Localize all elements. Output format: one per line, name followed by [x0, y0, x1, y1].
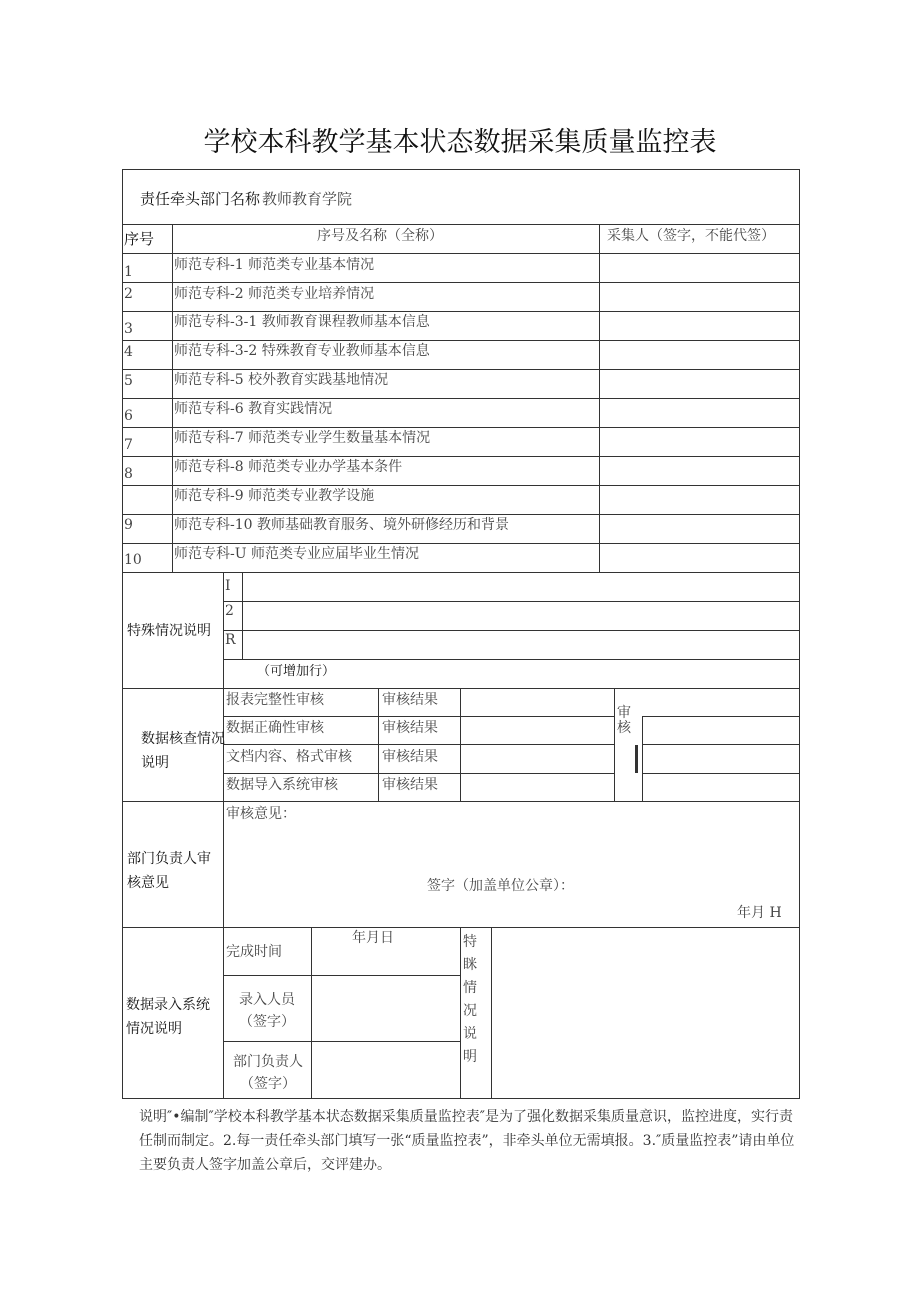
- page-title: 学校本科教学基本状态数据采集质量监控表: [203, 127, 717, 158]
- entry-person-label: 录入人员（签字）: [239, 992, 295, 1030]
- check-label: 数据核查情况说明: [141, 731, 225, 771]
- row-no: 3: [124, 321, 133, 337]
- add-row-note: （可增加行）: [257, 664, 336, 679]
- row-name: 师范专科-9 师范类专业教学设施: [174, 488, 375, 504]
- row-name: 师范专科-3-1 教师教育课程教师基本信息: [174, 314, 430, 330]
- dept-value: 教师教育学院: [262, 190, 353, 208]
- row-no: 5: [124, 373, 133, 389]
- col-header-no: 序号: [124, 230, 155, 248]
- dept-opinion-label: 部门负责人审核意见: [127, 851, 211, 891]
- complete-date: 年月日: [352, 930, 394, 946]
- row-no: 1: [124, 264, 133, 280]
- row-no: 8: [124, 466, 133, 482]
- special-item: 2: [225, 603, 234, 619]
- row-no: 2: [124, 286, 133, 302]
- opinion-date: 年月 H: [737, 905, 782, 921]
- dept-label: 责任牵头部门名称: [140, 190, 261, 208]
- row-name: 师范专科-10 教师基础教育服务、境外研修经历和背景: [174, 517, 509, 533]
- check-item: 数据导入系统审核: [226, 777, 338, 793]
- check-item: 报表完整性审核: [226, 692, 324, 708]
- reviewer-label: 审核: [617, 705, 631, 736]
- check-item: 数据正确性审核: [226, 720, 324, 736]
- row-no: 10: [124, 552, 142, 568]
- row-name: 师范专科-2 师范类专业培养情况: [174, 286, 375, 302]
- row-name: 师范专科-7 师范类专业学生数量基本情况: [174, 430, 431, 446]
- special-label: 特殊情况说明: [127, 623, 211, 639]
- check-result-label: 审核结果: [382, 692, 438, 708]
- row-name: 师范专科-1 师范类专业基本情况: [174, 257, 375, 273]
- opinion-label: 审核意见：: [226, 806, 296, 822]
- sign-seal-label: 签字（加盖单位公章）：: [427, 878, 574, 894]
- special-item: I: [225, 578, 231, 594]
- check-result-label: 审核结果: [382, 749, 438, 765]
- special-item: R: [225, 632, 236, 648]
- row-no: 7: [124, 437, 133, 453]
- check-item: 文档内容、格式审核: [226, 749, 352, 765]
- reviewer-mark: [635, 745, 638, 773]
- row-name: 师范专科-3-2 特殊教育专业教师基本信息: [174, 343, 430, 359]
- footnote: 说明″•编制″学校本科教学基本状态数据采集质量监控表″是为了强化数据采集质量意识，监控进度，实行责任制而制定。2.每一责任牵头部门填写一张“质量监控表”，非牵头单位无需填报。3.″质量监控表”请由单位主要负责人签字加盖公章后，交评建办。: [139, 1109, 795, 1173]
- col-header-name: 序号及名称（全称）: [317, 228, 443, 244]
- row-name: 师范专科-6 教育实践情况: [174, 401, 333, 417]
- entry-label: 数据录入系统情况说明: [126, 997, 210, 1037]
- special-note-label: 特眯情况说明: [463, 934, 477, 1065]
- check-result-label: 审核结果: [382, 720, 438, 736]
- row-no: 6: [124, 408, 133, 424]
- row-no: 9: [124, 517, 133, 533]
- row-name: 师范专科-8 师范类专业办学基本条件: [174, 459, 403, 475]
- col-header-collector: 采集人（签字，不能代签）: [607, 228, 775, 244]
- check-result-label: 审核结果: [382, 777, 438, 793]
- complete-time-label: 完成时间: [226, 944, 282, 960]
- row-no: 4: [124, 344, 133, 360]
- row-name: 师范专科-5 校外教育实践基地情况: [174, 372, 389, 388]
- row-name: 师范专科-U 师范类专业应届毕业生情况: [174, 546, 419, 562]
- dept-head-sign-label: 部门负责人（签字）: [233, 1054, 303, 1092]
